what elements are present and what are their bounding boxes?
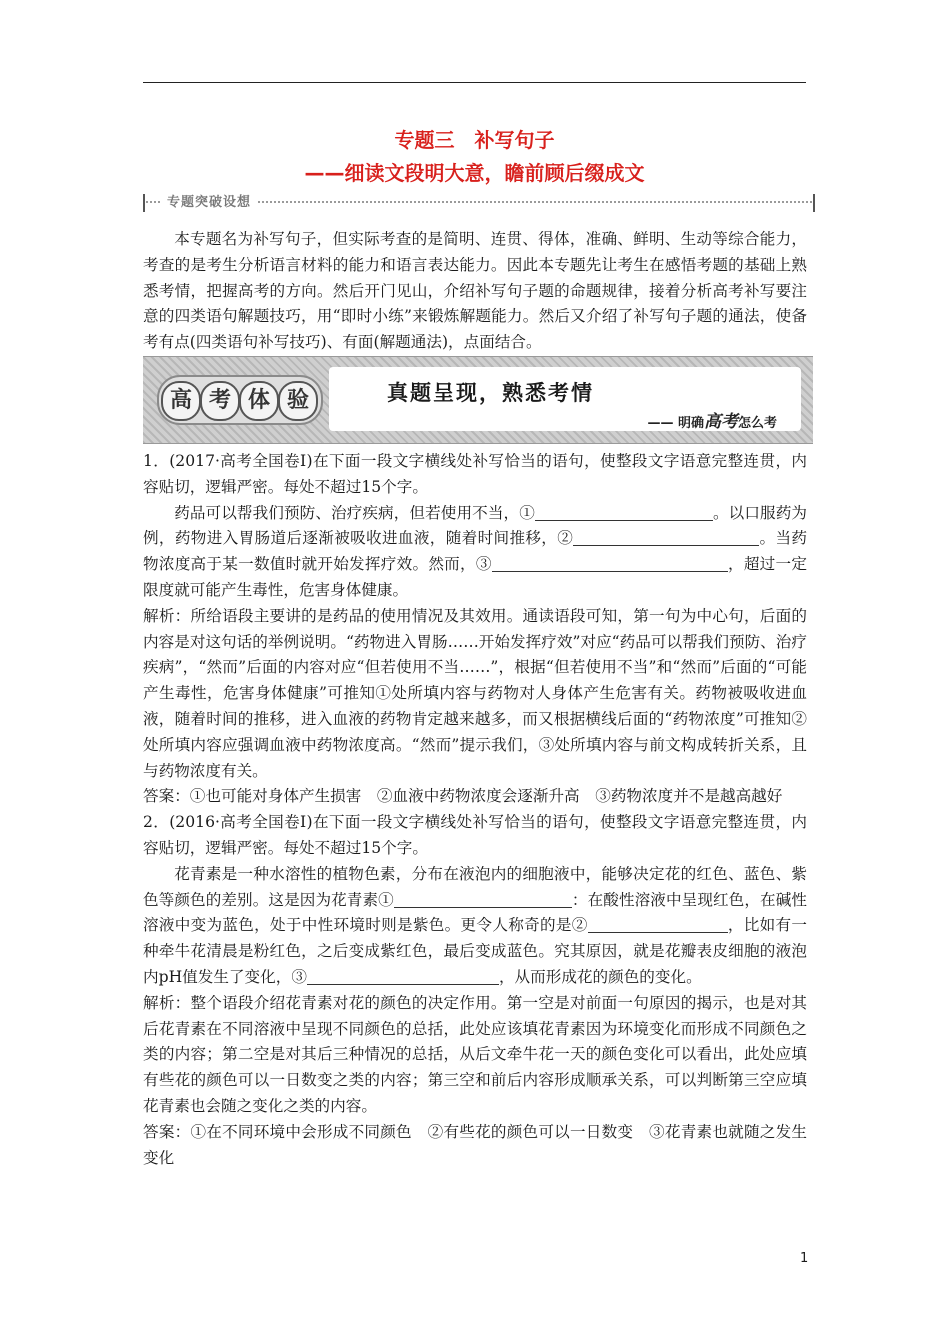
banner-panel bbox=[329, 367, 801, 431]
question-2-stem: 2．(2016·高考全国卷Ⅰ)在下面一段文字横线处补写恰当的语句，使整段文字语意完整连贯，内容贴切，逻辑严密。每处不超过15个字。 bbox=[143, 813, 807, 857]
divider-cap-right bbox=[813, 194, 815, 212]
header-rule bbox=[143, 82, 806, 83]
intro-paragraph: 本专题名为补写句子，但实际考查的是简明、连贯、得体，准确、鲜明、生动等综合能力，考查的是考生分析语言材料的能力和语言表达能力。因此本专题先让考生在感悟考题的基础上熟悉考情，把握高考的方向。然后开门见山，介绍补写句子题的命题规律，接着分析高考补写要注意的四类语句解题技巧，用“即时小练”来锻炼解题能力。然后又介绍了补写句子题的通法，使备考有点(四类语句补写技巧)、有面(解题通法)，点面结合。 bbox=[143, 230, 807, 352]
intro-block bbox=[143, 227, 807, 356]
section-banner bbox=[143, 356, 813, 444]
question-2-passage bbox=[143, 862, 807, 991]
question-2-analysis: 解析：整个语段介绍花青素对花的颜色的决定作用。第一空是对前面一句原因的揭示，也是对其后花青素在不同溶液中呈现不同颜色的总括，此处应该填花青素因为环境变化而形成不同颜色之类的内容；第二空是对其后三种情况的总括，从后文牵牛花一天的颜色变化可以看出，此处应填有些花的颜色可以一日数变之类的内容；第三空和前后内容形成顺承关系，可以判断第三空应填花青素也会随之变化之类的内容。 bbox=[143, 993, 807, 1115]
passage-text: 药品可以帮我们预防、治疗疾病，但若使用不当，① bbox=[174, 503, 535, 522]
question-1-analysis: 解析：所给语段主要讲的是药品的使用情况及其效用。通读语段可知，第一句为中心句，后面的内容是对这句话的举例说明。“药物进入胃肠……开始发挥疗效”对应“药品可以帮我们预防、治疗疾病”，“然而”后面的内容对应“但若使用不当……”，根据“但若使用不当”和“然而”后面的“可能产生毒性，危害身体健康”可推知①处所填内容与药物对人身体产生危害有关。药物被吸收进血液，随着时间的推移，进入血液的药物肯定越来越多，而又根据横线后面的“药物浓度”可推知②处所填内容应强调血液中药物浓度高。“然而”提示我们，③处所填内容与前文构成转折关系，且与药物浓度有关。 bbox=[143, 606, 807, 780]
banner-char: 考 bbox=[200, 381, 240, 421]
question-1-stem: 1．(2017·高考全国卷Ⅰ)在下面一段文字横线处补写恰当的语句，使整段文字语意完整连贯，内容贴切，逻辑严密。每处不超过15个字。 bbox=[143, 452, 807, 496]
section-divider bbox=[143, 190, 815, 214]
answer-blank[interactable] bbox=[535, 502, 713, 521]
answer-blank[interactable] bbox=[588, 914, 728, 933]
banner-char: 体 bbox=[239, 381, 279, 421]
topic-title: 专题三 补写句子 bbox=[394, 128, 555, 152]
banner-sub-prefix: —— 明确 bbox=[647, 416, 704, 431]
banner-subheading bbox=[647, 407, 777, 432]
passage-text: ，超过一定限度就可能产生毒性，危害身体健康。 bbox=[143, 555, 807, 599]
question-1-passage bbox=[143, 501, 807, 604]
passage-text: ：在酸性溶液中呈现红色，在碱性溶液中变为蓝色，处于中性环境时则是紫色。更令人称奇的是② bbox=[143, 890, 807, 935]
question-2-answer: 答案：①在不同环境中会形成不同颜色 ②有些花的颜色可以一日数变 ③花青素也就随之发生变化 bbox=[143, 1122, 807, 1167]
page-number: 1 bbox=[800, 1251, 809, 1266]
banner-char: 高 bbox=[161, 381, 201, 421]
answer-blank[interactable] bbox=[307, 966, 499, 985]
banner-heading: 真题呈现，熟悉考情 bbox=[387, 381, 594, 405]
question-list bbox=[143, 449, 807, 1171]
banner-char: 验 bbox=[278, 381, 318, 421]
banner-sub-em: 高考 bbox=[703, 412, 738, 432]
section-label: 专题突破设想 bbox=[161, 191, 257, 210]
passage-text: 花青素是一种水溶性的植物色素，分布在液泡内的细胞液中，能够决定花的红色、蓝色、紫色等颜色的差别。这是因为花青素① bbox=[143, 864, 807, 909]
topic-subtitle: ——细读文段明大意，瞻前顾后缀成文 bbox=[304, 161, 645, 185]
answer-blank[interactable] bbox=[573, 527, 759, 546]
passage-text: 。当药物浓度高于某一数值时就开始发挥疗效。然而，③ bbox=[143, 529, 807, 574]
passage-text: ，从而形成花的颜色的变化。 bbox=[498, 967, 702, 986]
passage-text: ，比如有一种牵牛花清晨是粉红色，之后变成紫红色，最后变成蓝色。究其原因，就是花瓣表皮细胞的液泡内pH值发生了变化，③ bbox=[143, 916, 807, 986]
answer-blank[interactable] bbox=[394, 889, 572, 908]
banner-pill bbox=[157, 375, 323, 425]
answer-blank[interactable] bbox=[492, 553, 728, 572]
banner-sub-suffix: 怎么考 bbox=[737, 416, 777, 431]
passage-text: 。以口服药为例，药物进入胃肠道后逐渐被吸收进血液，随着时间推移，② bbox=[143, 503, 807, 548]
question-1-answer: 答案：①也可能对身体产生损害 ②血液中药物浓度会逐渐升高 ③药物浓度并不是越高越好 bbox=[143, 787, 783, 806]
divider-cap-left bbox=[143, 194, 145, 212]
